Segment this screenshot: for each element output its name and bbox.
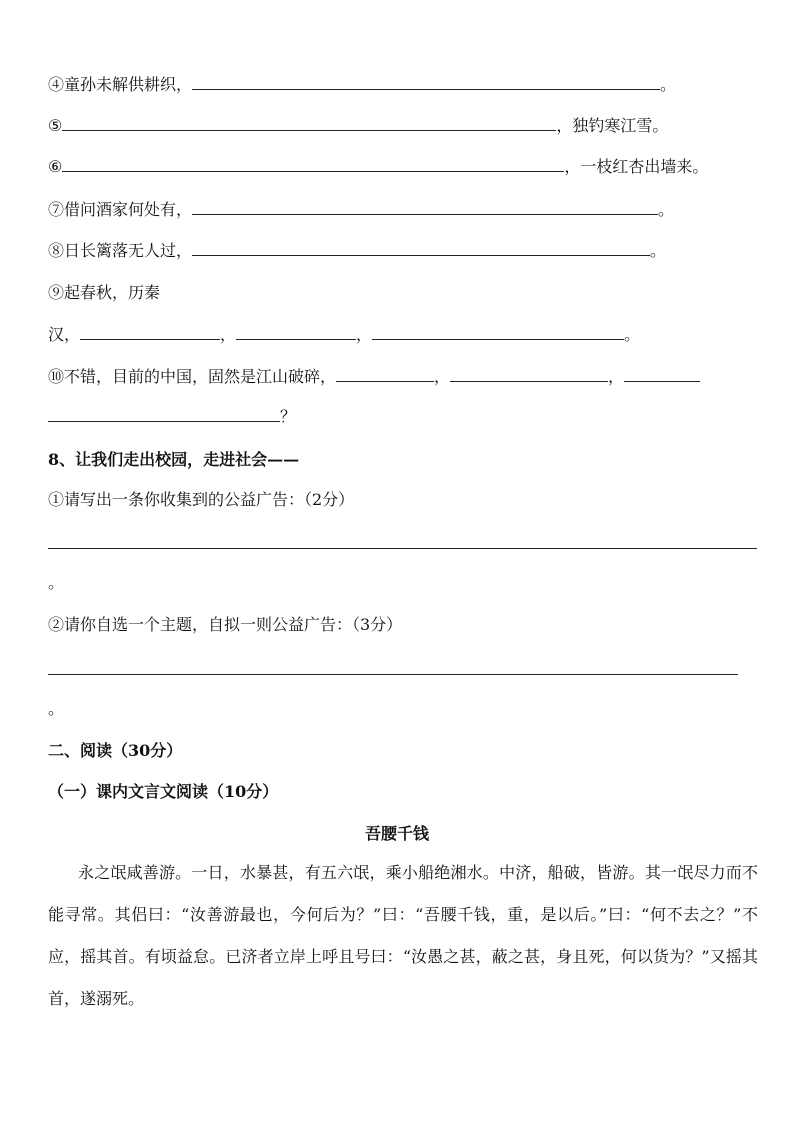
answer-line-8-2[interactable]	[48, 674, 738, 675]
passage-text: 永之氓咸善游。一日，水暴甚，有五六氓，乘小船绝湘水。中济，船破，皆游。其一氓尽力而不能寻常。其侣曰：“汝善游最也，今何后为？”曰：“吾腰千钱，重，是以后。”曰：“何不去之？”不应，摇其首。有顷益怠。已济者立岸上呼且号曰：“汝愚之甚，蔽之甚，身且死，何以货为？”又摇其首，遂溺死。	[48, 863, 758, 1008]
question-10-cont	[48, 404, 296, 430]
answer-blank-9b[interactable]	[236, 323, 356, 340]
answer-blank-10a[interactable]	[336, 365, 434, 382]
question-10-sep2: ，	[608, 367, 625, 386]
subsection-heading: （一）课内文言文阅读（10分）	[48, 782, 279, 801]
question-5	[48, 113, 668, 139]
question-9-sep1: ，	[220, 325, 237, 344]
answer-blank-10d[interactable]	[48, 405, 280, 422]
question-7-prompt: ⑦借问酒家何处有，	[48, 200, 193, 219]
answer-blank-10c[interactable]	[624, 365, 700, 382]
question-6	[48, 154, 708, 180]
answer-blank-10b[interactable]	[450, 365, 608, 382]
answer-blank-9a[interactable]	[80, 323, 220, 340]
question-8-item-prompt: ⑧日长篱落无人过，	[48, 241, 193, 260]
answer-blank-4[interactable]	[192, 73, 660, 90]
question-9-prompt: 汉，	[48, 325, 81, 344]
question-6-end: ，一枝红杏出墙来。	[564, 157, 709, 176]
question-8-sub1: ①请写出一条你收集到的公益广告：（2分）	[48, 490, 355, 509]
question-8-item	[48, 238, 666, 264]
question-10	[48, 364, 700, 390]
section-heading: 二、阅读（30分）	[48, 741, 183, 760]
question-4-prompt: ④童孙未解供耕织，	[48, 75, 193, 94]
question-7	[48, 197, 674, 223]
question-6-prompt: ⑥	[48, 157, 63, 176]
question-8-end2: 。	[48, 699, 65, 718]
question-10-sep1: ，	[434, 367, 451, 386]
question-9	[48, 322, 640, 348]
answer-blank-5[interactable]	[62, 114, 556, 131]
answer-blank-8[interactable]	[192, 239, 650, 256]
answer-blank-7[interactable]	[192, 198, 658, 215]
question-5-prompt: ⑤	[48, 116, 63, 135]
question-10-end: ？	[280, 407, 297, 426]
question-9-sep2: ，	[356, 325, 373, 344]
answer-blank-9c[interactable]	[372, 323, 624, 340]
question-9-line1: ⑨起春秋，历秦	[48, 283, 161, 302]
question-7-end: 。	[658, 200, 675, 219]
answer-blank-6[interactable]	[62, 155, 564, 172]
question-8-end1: 。	[48, 573, 65, 592]
question-8-item-end: 。	[650, 241, 667, 260]
question-9-end: 。	[624, 325, 641, 344]
passage-title: 吾腰千钱	[364, 824, 429, 843]
question-8-sub2: ②请你自选一个主题，自拟一则公益广告：（3分）	[48, 615, 403, 634]
question-4	[48, 72, 676, 98]
answer-line-8-1[interactable]	[48, 548, 757, 549]
question-10-prompt: ⑩不错，目前的中国，固然是江山破碎，	[48, 367, 337, 386]
question-4-end: 。	[660, 75, 677, 94]
question-8-title: 8、让我们走出校园，走进社会——	[48, 450, 300, 469]
question-5-end: ，独钓寒江雪。	[556, 116, 669, 135]
